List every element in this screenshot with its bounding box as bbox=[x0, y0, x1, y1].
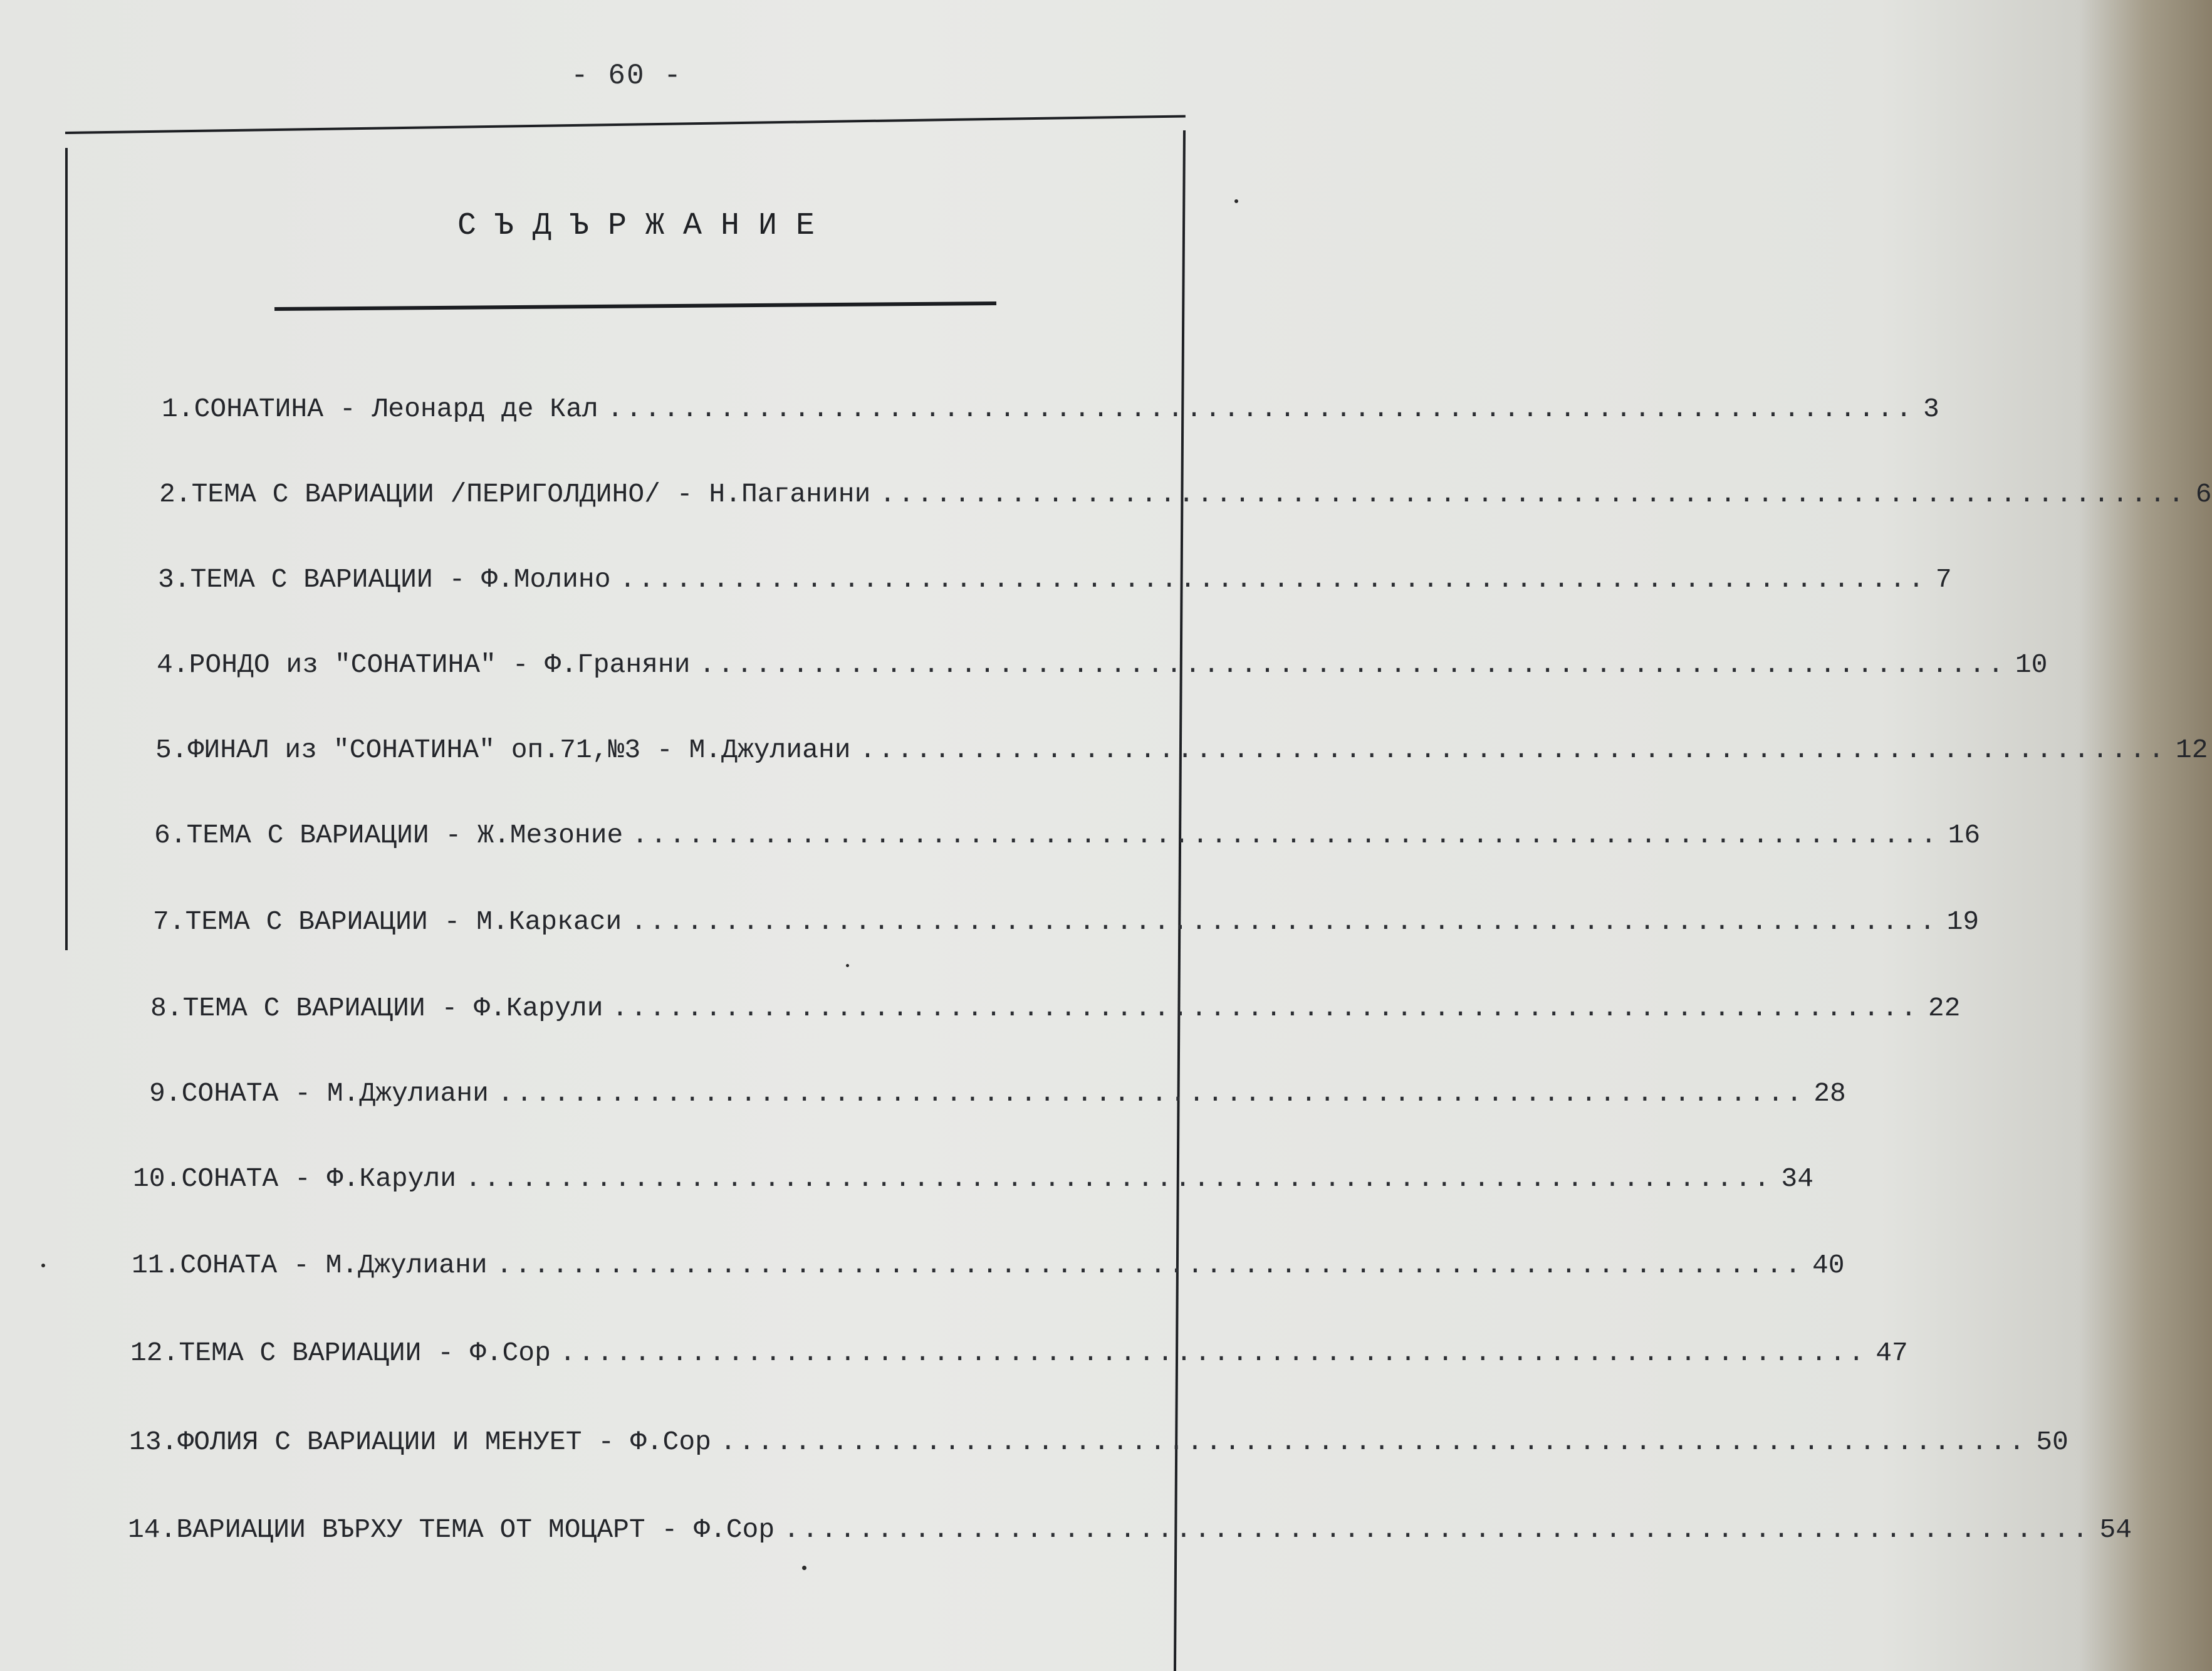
toc-entry-4 bbox=[157, 649, 2048, 687]
toc-dot-leader: ...................................................................... bbox=[699, 649, 2006, 680]
page-number: - 60 - bbox=[571, 60, 682, 92]
toc-entry-14 bbox=[128, 1514, 2132, 1552]
toc-entry-7 bbox=[153, 906, 1980, 944]
toc-entry-title: 5.ФИНАЛ из "СОНАТИНА" оп.71,№3 - М.Джулиани bbox=[155, 735, 851, 765]
ink-speck bbox=[846, 964, 849, 967]
toc-entry-title: 2.ТЕМА С ВАРИАЦИИ /ПЕРИГОЛДИНО/ - Н.Паганини bbox=[159, 479, 871, 510]
toc-entry-9 bbox=[149, 1078, 1846, 1116]
toc-dot-leader: ...................................................................... bbox=[630, 906, 1938, 937]
toc-entry-page: 54 bbox=[2099, 1514, 2132, 1545]
toc-entry-1 bbox=[162, 394, 1939, 431]
toc-entry-2 bbox=[159, 479, 2212, 516]
toc-entry-title: 7.ТЕМА С ВАРИАЦИИ - М.Каркаси bbox=[153, 906, 622, 937]
toc-entry-title: 12.ТЕМА С ВАРИАЦИИ - Ф.Сор bbox=[130, 1338, 551, 1368]
toc-entry-6 bbox=[154, 820, 1981, 857]
toc-entry-title: 4.РОНДО из "СОНАТИНА" - Ф.Граняни bbox=[157, 649, 691, 680]
toc-entry-title: 6.ТЕМА С ВАРИАЦИИ - Ж.Мезоние bbox=[154, 820, 623, 851]
toc-dot-leader: ...................................................................... bbox=[465, 1163, 1773, 1194]
frame-left-border bbox=[65, 148, 68, 950]
toc-dot-leader: ...................................................................... bbox=[496, 1250, 1803, 1281]
toc-dot-leader: ...................................................................... bbox=[879, 479, 2187, 510]
toc-entry-page: 47 bbox=[1876, 1338, 1908, 1368]
toc-entry-12 bbox=[130, 1338, 1908, 1375]
toc-entry-3 bbox=[158, 564, 1952, 602]
contents-heading: СЪДЪРЖАНИЕ bbox=[457, 208, 834, 244]
heading-underline bbox=[274, 301, 996, 311]
toc-entry-page: 28 bbox=[1813, 1078, 1846, 1109]
toc-entry-title: 8.ТЕМА С ВАРИАЦИИ - Ф.Карули bbox=[150, 993, 603, 1024]
toc-entry-13 bbox=[129, 1427, 2069, 1464]
toc-dot-leader: ...................................................................... bbox=[783, 1514, 2091, 1545]
toc-dot-leader: ...................................................................... bbox=[612, 993, 1919, 1024]
toc-entry-page: 50 bbox=[2036, 1427, 2069, 1457]
toc-entry-title: 3.ТЕМА С ВАРИАЦИИ - Ф.Молино bbox=[158, 564, 611, 595]
toc-entry-10 bbox=[133, 1163, 1813, 1201]
toc-entry-page: 34 bbox=[1781, 1163, 1813, 1194]
toc-entry-title: 1.СОНАТИНА - Леонард де Кал bbox=[162, 394, 598, 424]
toc-entry-8 bbox=[150, 993, 1961, 1030]
toc-entry-title: 10.СОНАТА - Ф.Карули bbox=[133, 1163, 457, 1194]
ink-speck bbox=[802, 1566, 806, 1570]
toc-entry-page: 22 bbox=[1928, 993, 1961, 1024]
toc-entry-page: 6 bbox=[2195, 479, 2212, 510]
frame-top-border bbox=[65, 115, 1186, 134]
toc-entry-11 bbox=[132, 1250, 1845, 1287]
ink-speck bbox=[1234, 199, 1238, 203]
toc-entry-5 bbox=[155, 735, 2208, 772]
toc-entry-title: 14.ВАРИАЦИИ ВЪРХУ ТЕМА ОТ МОЦАРТ - Ф.Сор bbox=[128, 1514, 775, 1545]
toc-dot-leader: ...................................................................... bbox=[497, 1078, 1805, 1109]
toc-entry-title: 13.ФОЛИЯ С ВАРИАЦИИ И МЕНУЕТ - Ф.Сор bbox=[129, 1427, 711, 1457]
toc-dot-leader: ...................................................................... bbox=[632, 820, 1939, 851]
toc-entry-page: 16 bbox=[1948, 820, 1981, 851]
toc-dot-leader: ...................................................................... bbox=[559, 1338, 1867, 1368]
toc-dot-leader: ...................................................................... bbox=[619, 564, 1927, 595]
toc-dot-leader: ...................................................................... bbox=[859, 735, 2167, 765]
toc-entry-page: 7 bbox=[1935, 564, 1952, 595]
toc-entry-page: 19 bbox=[1946, 906, 1980, 937]
toc-entry-page: 3 bbox=[1923, 394, 1939, 424]
toc-entry-title: 9.СОНАТА - М.Джулиани bbox=[149, 1078, 489, 1109]
toc-dot-leader: ...................................................................... bbox=[719, 1427, 2028, 1457]
toc-entry-page: 12 bbox=[2175, 735, 2208, 765]
ink-speck bbox=[41, 1264, 45, 1267]
toc-dot-leader: ...................................................................... bbox=[607, 394, 1915, 424]
toc-entry-page: 40 bbox=[1812, 1250, 1845, 1281]
toc-entry-page: 10 bbox=[2015, 649, 2048, 680]
toc-entry-title: 11.СОНАТА - М.Джулиани bbox=[132, 1250, 488, 1281]
